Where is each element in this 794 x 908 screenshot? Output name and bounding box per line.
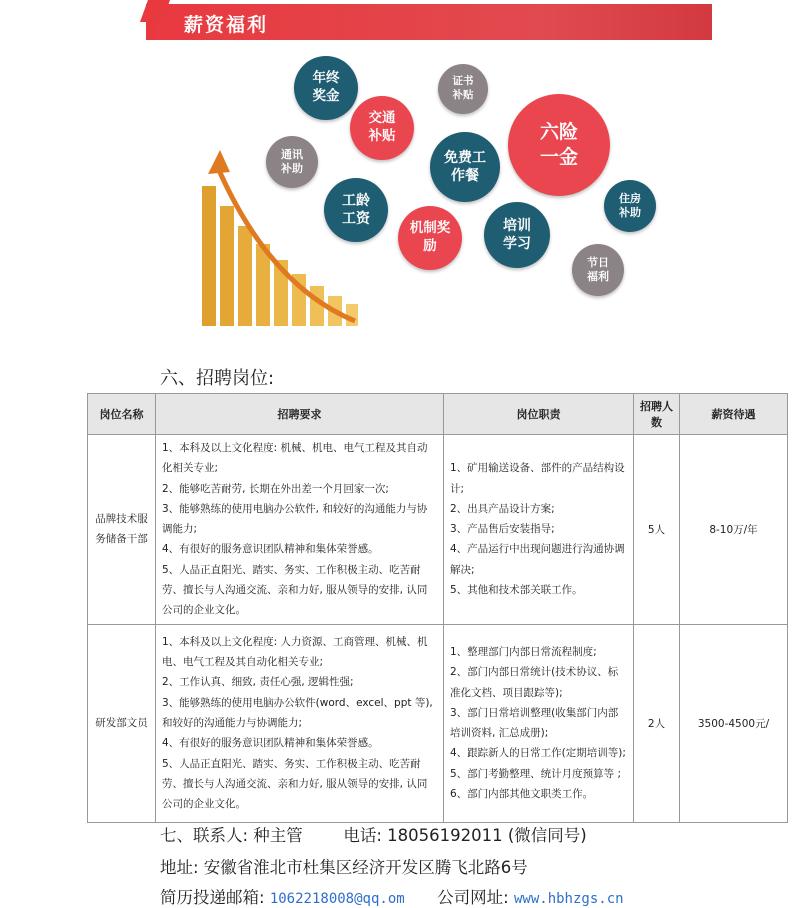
salary: 3500-4500元/ (680, 624, 788, 822)
duty-item: 3、产品售后安装指导; (450, 523, 555, 536)
header-salary: 薪资待遇 (680, 394, 788, 435)
header-duties: 岗位职责 (444, 394, 634, 435)
requirement-item: 3、能够熟练的使用电脑办公软件(word、excel、ppt 等), 和较好的沟通能力与协调能力; (162, 696, 433, 730)
header-count: 招聘人数 (634, 394, 680, 435)
email-label: 简历投递邮箱: (160, 888, 265, 907)
table-row (88, 435, 788, 625)
requirement-item: 4、有很好的服务意识团队精神和集体荣誉感。 (162, 543, 379, 556)
address-line: 地址: 安徽省淮北市杜集区经济开发区腾飞北路6号 (160, 858, 528, 877)
banner-ribbon (140, 0, 170, 22)
benefit-transport-subsidy: 交通 补贴 (350, 96, 414, 160)
email-link[interactable]: 1062218008@qq.om (269, 891, 405, 907)
duty-item: 4、跟踪新人的日常工作(定期培训等); (450, 747, 626, 760)
salary: 8-10万/年 (680, 435, 788, 625)
benefit-seniority-wage: 工龄 工资 (324, 178, 388, 242)
header-requirements: 招聘要求 (156, 394, 444, 435)
position-name: 品牌技术服务储备干部 (88, 435, 156, 625)
duties-cell (444, 624, 634, 822)
requirement-item: 1、本科及以上文化程度: 机械、机电、电气工程及其自动化相关专业; (162, 442, 428, 475)
duty-item: 2、出具产品设计方案; (450, 502, 555, 515)
contact-line (160, 822, 587, 846)
duty-item: 1、矿用输送设备、部件的产品结构设计; (450, 462, 625, 495)
benefits-graphic (140, 46, 660, 336)
benefit-incentive-bonus: 机制奖 励 (398, 206, 462, 270)
requirement-item: 1、本科及以上文化程度: 人力资源、工商管理、机械、机电、电气工程及其自动化相关专业; (162, 635, 428, 669)
benefit-free-meals: 免费工 作餐 (430, 132, 500, 202)
duty-item: 2、部门内部日常统计(技术协议、标准化文档、项目跟踪等); (450, 666, 619, 699)
requirement-item: 3、能够熟练的使用电脑办公软件, 和较好的沟通能力与协调能力; (162, 502, 428, 536)
benefit-holiday-welfare: 节日 福利 (572, 244, 624, 296)
duty-item: 1、整理部门内部日常流程制度; (450, 645, 597, 658)
benefit-year-end-bonus: 年终 奖金 (294, 56, 358, 120)
duty-item: 6、部门内部其他文职类工作。 (450, 788, 594, 801)
requirement-item: 5、人品正直阳光、踏实、务实、工作积极主动、吃苦耐劳、擅长与人沟通交流、亲和力好, 服从领导的安排, 认同公司的企业文化。 (162, 563, 428, 617)
duty-item: 5、其他和技术部关联工作。 (450, 584, 583, 597)
jobs-table (87, 393, 788, 823)
table-row (88, 624, 788, 822)
requirement-item: 4、有很好的服务意识团队精神和集体荣誉感。 (162, 737, 379, 750)
benefit-certificate-subsidy: 证书 补贴 (438, 64, 488, 114)
duty-item: 4、产品运行中出现问题进行沟通协调解决; (450, 543, 625, 576)
position-name: 研发部文员 (88, 624, 156, 822)
banner-title: 薪资福利 (184, 14, 269, 36)
benefit-social-insurance: 六险 一金 (508, 94, 610, 196)
table-header-row (88, 394, 788, 435)
requirement-item: 2、工作认真、细致, 责任心强, 逻辑性强; (162, 676, 354, 689)
benefit-communication-subsidy: 通讯 补助 (266, 136, 318, 188)
requirement-item: 2、能够吃苦耐劳, 长期在外出差一个月回家一次; (162, 482, 389, 495)
contact-person: 七、联系人: 种主管 (160, 826, 303, 845)
benefits-banner (146, 4, 712, 40)
benefit-housing-subsidy: 住房 补助 (604, 180, 656, 232)
section-title-positions: 六、招聘岗位: (160, 368, 275, 389)
requirement-item: 5、人品正直阳光、踏实、务实、工作积极主动、吃苦耐劳、擅长与人沟通交流、亲和力好, 服从领导的安排, 认同公司的企业文化。 (162, 757, 428, 811)
benefit-training: 培训 学习 (484, 202, 550, 268)
duty-item: 5、部门考勤整理、统计月度预算等 ; (450, 767, 622, 780)
contact-phone: 电话: 18056192011 (微信同号) (343, 826, 587, 845)
requirements-cell (156, 435, 444, 625)
hiring-count: 2人 (634, 624, 680, 822)
duties-cell (444, 435, 634, 625)
website-label: 公司网址: (437, 888, 509, 907)
email-line (160, 884, 624, 908)
header-position: 岗位名称 (88, 394, 156, 435)
website-link[interactable]: www.hbhzgs.cn (513, 891, 624, 907)
duty-item: 3、部门日常培训整理(收集部门内部培训资料, 汇总成册); (450, 706, 619, 740)
hiring-count: 5人 (634, 435, 680, 625)
requirements-cell (156, 624, 444, 822)
